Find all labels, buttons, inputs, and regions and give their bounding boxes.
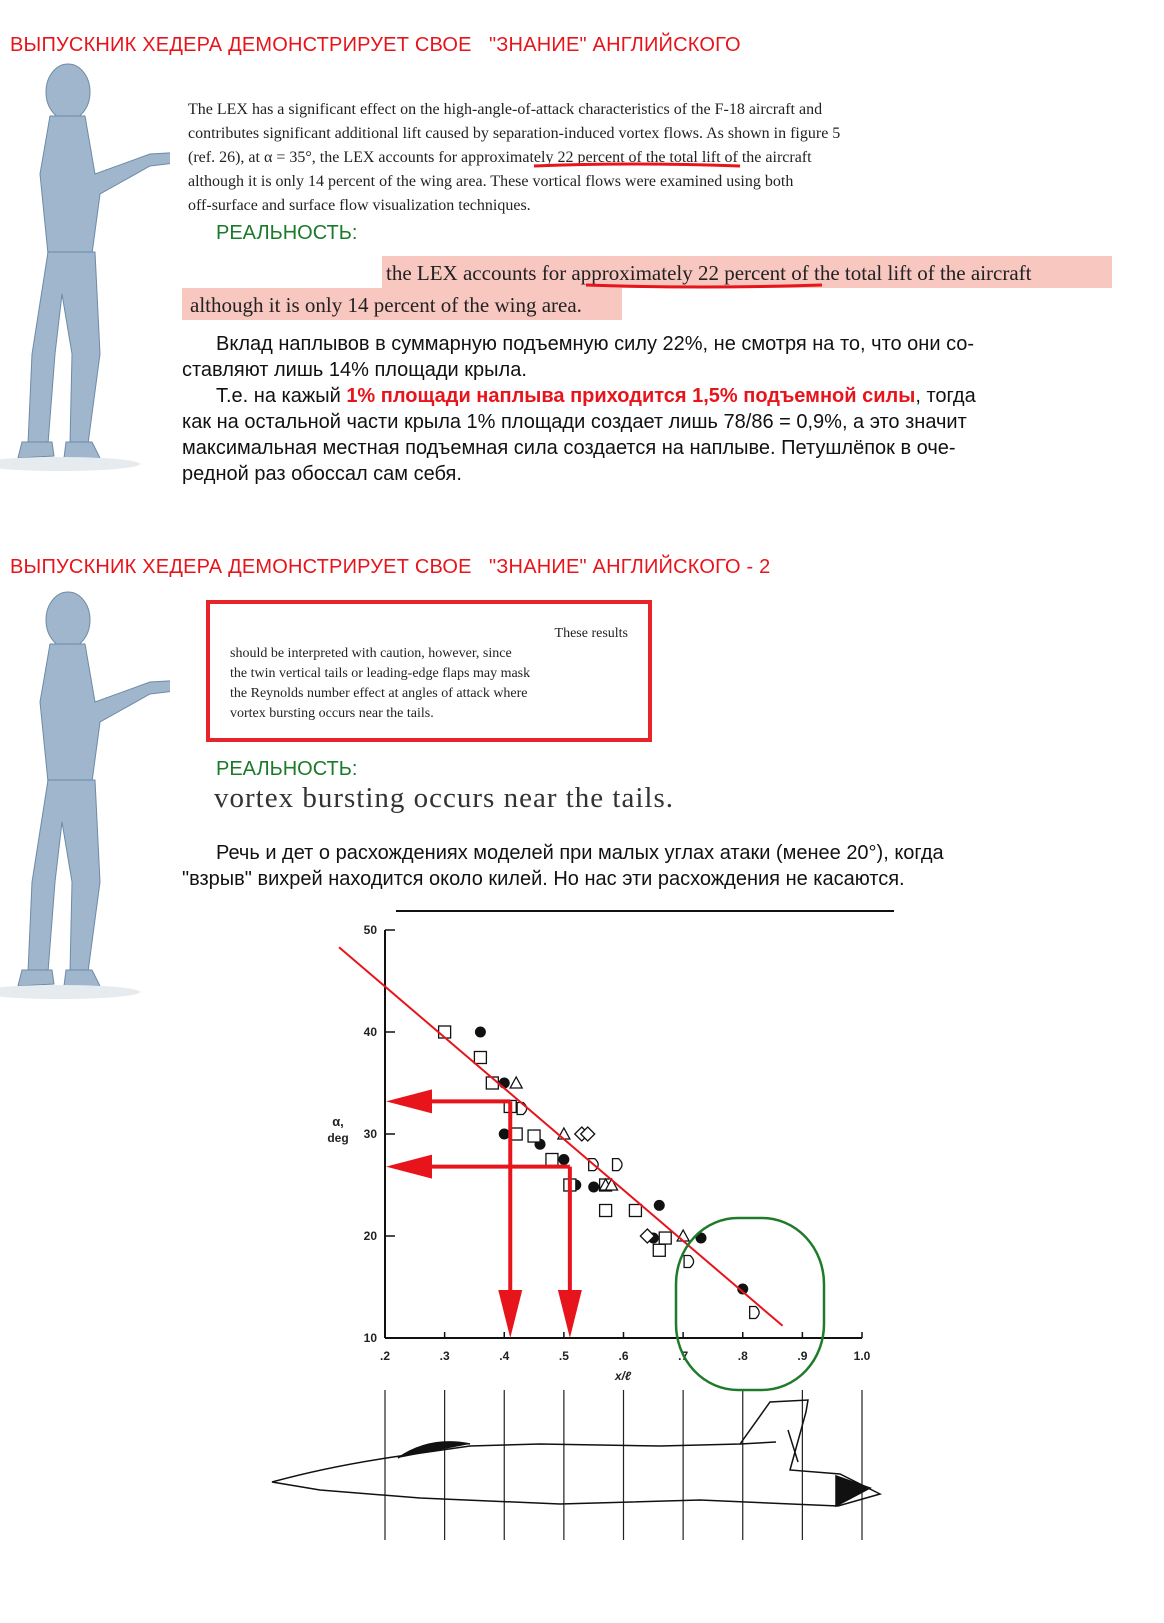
- data-point-filled-circle: [588, 1182, 599, 1193]
- data-point-open-square: [528, 1130, 540, 1142]
- y-tick-label: 10: [363, 1331, 377, 1345]
- quote-line: contributes significant additional lift caused by separation-induced vortex flows. As shown in figure 5: [188, 125, 841, 142]
- quote-line: The LEX has a significant effect on the high-angle-of-attack characteristics of the F-18 aircraft and: [188, 101, 823, 118]
- data-point-open-square: [600, 1205, 612, 1217]
- x-tick-label: .7: [678, 1349, 689, 1363]
- analysis-line: Речь и дет о расхождениях моделей при малых углах атаки (менее 20°), когда: [216, 842, 944, 864]
- analysis-line: Вклад наплывов в суммарную подъемную силу 22%, не смотря на то, что они со-: [216, 333, 975, 355]
- x-tick-label: .3: [439, 1349, 450, 1363]
- analysis-line: максимальная местная подъемная сила создается на наплыве. Петушлёпок в оче-: [182, 437, 956, 459]
- arrow-head-down: [558, 1290, 582, 1338]
- reality-label-1: РЕАЛЬНОСТЬ:: [216, 222, 358, 244]
- y-tick-label: 30: [363, 1127, 377, 1141]
- section2-heading: ВЫПУСКНИК ХЕДЕРА ДЕМОНСТРИРУЕТ СВОЕ "ЗНАНИЕ" АНГЛИЙСКОГО - 2: [10, 556, 771, 578]
- highlight-line: although it is only 14 percent of the wing area.: [190, 293, 582, 317]
- x-tick-label: .4: [499, 1349, 510, 1363]
- quote-line: although it is only 14 percent of the wing area. These vortical flows were examined using both: [188, 173, 794, 190]
- x-tick-label: .2: [379, 1349, 391, 1363]
- data-point-open-square: [474, 1052, 486, 1064]
- data-point-half-square: [750, 1307, 760, 1319]
- data-point-half-square: [613, 1159, 623, 1171]
- x-tick-label: .6: [618, 1349, 629, 1363]
- analysis-line: как на остальной части крыла 1% площади создает лишь 78/86 = 0,9%, а это значит: [182, 411, 967, 433]
- f18-aircraft-sideview: [272, 1400, 880, 1506]
- data-point-filled-circle: [499, 1078, 510, 1089]
- x-axis-label: x/ℓ: [614, 1369, 632, 1383]
- arrow-head-left: [386, 1089, 432, 1113]
- low-alpha-circle: [676, 1218, 824, 1390]
- box-line: These results: [554, 626, 628, 641]
- data-point-open-square: [659, 1232, 671, 1244]
- data-point-filled-circle: [499, 1129, 510, 1140]
- data-point-open-square: [629, 1205, 641, 1217]
- box-line: the Reynolds number effect at angles of attack where: [230, 686, 528, 701]
- trend-line: [339, 947, 783, 1326]
- box-line: vortex bursting occurs near the tails.: [230, 706, 434, 721]
- data-point-filled-circle: [654, 1200, 665, 1211]
- y-tick-label: 50: [363, 923, 377, 937]
- quote-line: off-surface and surface flow visualization techniques.: [188, 197, 531, 214]
- para2-highlight: 1% площади наплыва приходится 1,5% подъемной силы: [346, 385, 916, 407]
- data-point-open-square: [653, 1244, 665, 1256]
- highlight-line: the LEX accounts for approximately 22 percent of the total lift of the aircraft: [386, 261, 1032, 285]
- reality-quote-2: vortex bursting occurs near the tails.: [214, 782, 674, 814]
- box-line: the twin vertical tails or leading-edge flaps may mask: [230, 666, 531, 681]
- section1-heading: ВЫПУСКНИК ХЕДЕРА ДЕМОНСТРИРУЕТ СВОЕ "ЗНАНИЕ" АНГЛИЙСКОГО: [10, 34, 741, 56]
- data-point-open-triangle: [558, 1128, 570, 1139]
- analysis-line: "взрыв" вихрей находится около килей. Но нас эти расхождения не касаются.: [182, 868, 905, 890]
- para2-start: Т.е. на кажый: [216, 385, 347, 407]
- y-tick-label: 40: [363, 1025, 377, 1039]
- arrow-head-left: [386, 1155, 432, 1179]
- box-line: should be interpreted with caution, however, since: [230, 646, 512, 661]
- arrow-head-down: [498, 1290, 522, 1338]
- data-point-filled-circle: [475, 1027, 486, 1038]
- x-tick-label: .8: [737, 1349, 748, 1363]
- y-axis-label: α,: [332, 1114, 344, 1129]
- reality-label-2: РЕАЛЬНОСТЬ:: [216, 758, 358, 780]
- data-point-open-triangle: [677, 1230, 689, 1241]
- x-tick-label: .5: [558, 1349, 569, 1363]
- data-point-half-square: [684, 1256, 694, 1268]
- quote-line: (ref. 26), at α = 35°, the LEX accounts for approximately 22 percent of the total lift of the aircraft: [188, 149, 812, 166]
- analysis-line: редной раз обоссал сам себя.: [182, 463, 462, 485]
- x-tick-label: 1.0: [853, 1349, 871, 1363]
- data-point-filled-circle: [558, 1154, 569, 1165]
- y-axis-label: deg: [327, 1131, 349, 1145]
- para2-end: , тогда: [915, 385, 976, 407]
- analysis-line: ставляют лишь 14% площади крыла.: [182, 359, 527, 381]
- data-point-open-triangle: [510, 1077, 522, 1088]
- data-point-open-square: [546, 1154, 558, 1166]
- y-tick-label: 20: [363, 1229, 377, 1243]
- x-tick-label: .9: [797, 1349, 808, 1363]
